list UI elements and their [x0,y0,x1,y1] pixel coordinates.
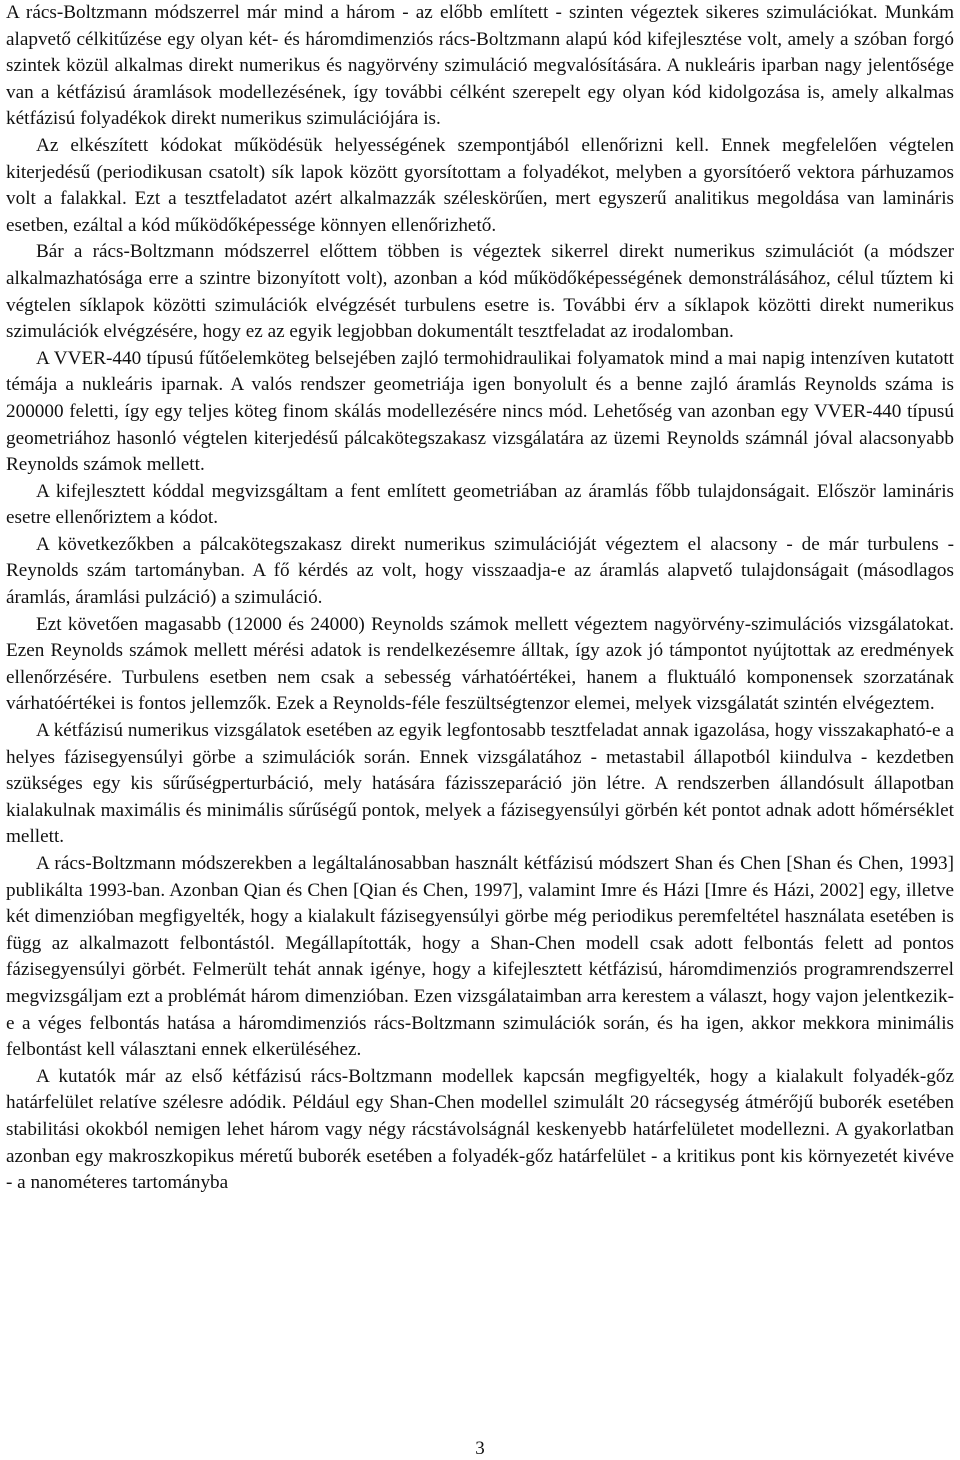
paragraph-10: A kutatók már az első kétfázisú rács-Boltzmann modellek kapcsán megfigyelték, hogy a kialakult folyadék-gőz határfelület relatíve szélesre adódik. Például egy Shan-Chen modellel szimulált 20 rácsegység átmérőjű buborék esetében stabilitási okokból nemigen lehet három vagy négy rácstávolságnál keskenyebb határfelületet modellezni. A gyakorlatban azonban egy makroszkopikus méretű buborék esetében a folyadék-gőz határfelület - a kritikus pont kis környezetét kivéve - a nanométeres tartományba [6,1065,954,1194]
paragraph-1: A rács-Boltzmann módszerrel már mind a három - az előbb említett - szinten végeztek sikeres szimulációkat. Munkám alapvető célkitűzése egy olyan két- és háromdimenziós rács-Boltzmann alapú kód kifejlesztése volt, amely a szóban forgó szintek közül alkalmas direkt numerikus és nagyörvény szimuláció megvalósítására. A nukleáris iparban nagy jelentősége van a kétfázisú áramlások modellezésének, így további célként szerepelt egy olyan kód kidolgozása is, amely alkalmas kétfázisú folyadékok direkt numerikus szimulációjára is. [6,2,954,130]
paragraph-2: Az elkészített kódokat működésük helyességének szempontjából ellenőrizni kell. Ennek megfelelően végtelen kiterjedésű (periodikusan csatolt) sík lapok között gyorsítottam a folyadékot, melyben a gyorsítóerő vektora párhuzamos volt a falakkal. Ezt a tesztfeladatot azért alkalmazzák széleskörűen, mert egyszerű analitikus megoldása van lamináris esetben, ezáltal a kód működőképessége könnyen ellenőrizhető. [6,134,954,236]
paragraph-3: Bár a rács-Boltzmann módszerrel előttem többen is végeztek sikerrel direkt numerikus szimulációt (a módszer alkalmazhatósága erre a szintre bizonyított volt), azonban a kód működőképességének demonstrálásához, célul tűztem ki végtelen síklapok közötti szimulációk elvégzését turbulens esetre is. További érv a síklapok közötti direkt numerikus szimulációk elvégzésére, hogy ez az egyik legjobban dokumentált tesztfeladat az irodalomban. [6,241,954,343]
paragraph-6: A következőkben a pálcakötegszakasz direkt numerikus szimulációját végeztem el alacsony - de már turbulens - Reynolds szám tartományban. A fő kérdés az volt, hogy visszaadja-e az áramlás alapvető tulajdonságait (másodlagos áramlás, áramlási pulzáció) a szimuláció. [6,533,954,609]
page-number: 3 [475,1438,485,1459]
paragraph-7: Ezt követően magasabb (12000 és 24000) Reynolds számok mellett végeztem nagyörvény-szimulációs vizsgálatokat. Ezen Reynolds számok mellett mérési adatok is rendelkezésemre álltak, így azok jó támpontot nyújtottak az eredmények ellenőrzésére. Turbulens esetben nem csak a sebesség várhatóértékei, hanem a fluktuáló komponensek szorzatának várhatóértékei is fontos jellemzők. Ezek a Reynolds-féle feszültségtenzor elemei, melyek vizsgálatát szintén elvégeztem. [6,613,954,715]
paragraph-5: A kifejlesztett kóddal megvizsgáltam a fent említett geometriában az áramlás főbb tulajdonságait. Először lamináris esetre ellenőriztem a kódot. [6,480,954,529]
paragraph-8: A kétfázisú numerikus vizsgálatok esetében az egyik legfontosabb tesztfeladat annak igazolása, hogy visszakapható-e a helyes fázisegyensúlyi görbe a szimulációk során. Ennek vizsgálatához - metastabil állapotból kiindulva - kezdetben szükséges egy kis sűrűségperturbáció, mely hatására fázisszeparáció jön létre. A rendszerben állandósult állapotban kialakulnak maximális és minimális sűrűségű pontok, melyek a fázisegyensúlyi görbén két pontot adnak adott hőmérséklet mellett. [6,720,954,848]
document-body [6,0,954,1197]
paragraph-9: A rács-Boltzmann módszerekben a legáltalánosabban használt kétfázisú módszert Shan és Chen [Shan és Chen, 1993] publikálta 1993-ban. Azonban Qian és Chen [Qian és Chen, 1997], valamint Imre és Házi [Imre és Házi, 2002] egy, illetve két dimenzióban megfigyelték, hogy a kialakult fázisegyensúlyi görbe még periodikus peremfeltétel használata esetében is függ az alkalmazott felbontástól. Megállapították, hogy a Shan-Chen modell csak adott felbontás felett ad pontos fázisegyensúlyi görbét. Felmerült tehát annak igénye, hogy a kifejlesztett kétfázisú, háromdimenziós programrendszerrel megvizsgáljam ezt a problémát három dimenzióban. Ezen vizsgálataimban arra kerestem a választ, hogy vajon jelentkezik-e a véges felbontás hatása a háromdimenziós rács-Boltzmann szimulációk során, és ha igen, akkor mekkora minimális felbontást kell választani ennek elkerüléséhez. [6,853,954,1061]
paragraph-4: A VVER-440 típusú fűtőelemköteg belsejében zajló termohidraulikai folyamatok mind a mai napig intenzíven kutatott témája a nukleáris iparnak. A valós rendszer geometriája igen bonyolult és a benne zajló áramlás Reynolds száma is 200000 feletti, így egy teljes köteg finom skálás modellezésére nincs mód. Lehetőség van azonban egy VVER-440 típusú geometriához hasonló végtelen kiterjedésű pálcakötegszakasz vizsgálatára az üzemi Reynolds számnál jóval alacsonyabb Reynolds számok mellett. [6,347,954,476]
